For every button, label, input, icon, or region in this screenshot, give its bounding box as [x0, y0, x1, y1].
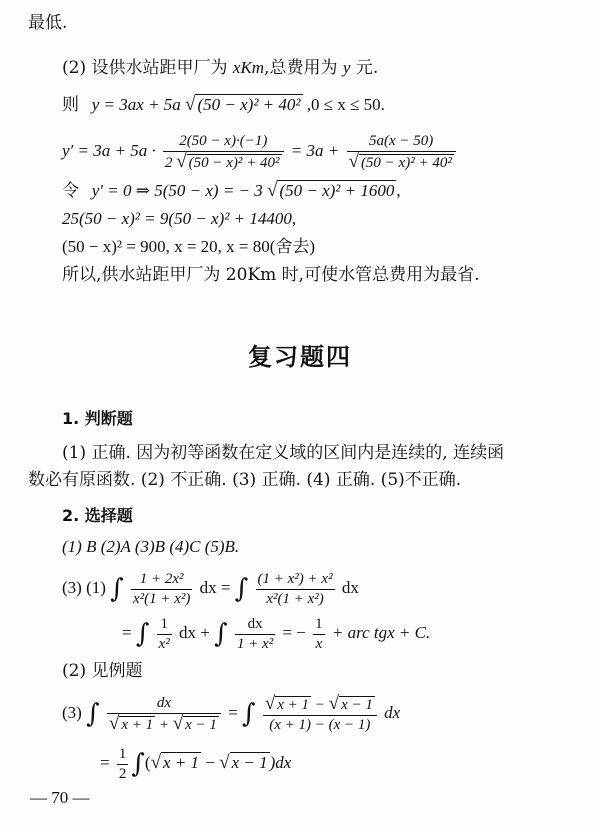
line-7: (50 − x)² = 900, x = 20, x = 80(舍去): [62, 237, 316, 256]
q2-see-example: (2) 见例题: [62, 661, 143, 681]
q2-math-line-1: (3) (1) ∫ $\frac{\text{1 + 2x²}}{\text{x²(1 + x²)}}$ dx = ∫ $\frac{\text{(1 + x²) + x²}}{\text{x²(1 + x²)}}$ dx: [62, 570, 359, 607]
q2-heading: 2. 选择题: [62, 506, 133, 525]
q1-heading: 1. 判断题: [62, 409, 133, 428]
line-3-cost-function: 则 y = 3ax + 5a √ (50 − x)² + 40² ,0 ≤ x ≤ 50.: [62, 94, 385, 115]
integral-sign: ∫: [242, 699, 256, 730]
q2-math-line-3: (3) ∫ $\frac{dx}{√ x + 1 + √ x - 1}$ = ∫ $\frac{√ x + 1 - √ x - 1}{(x + 1) - (x - 1)}$ dx: [62, 692, 401, 734]
integral-sign: ∫: [131, 749, 145, 780]
integral-sign: ∫: [110, 574, 124, 605]
q2-choice-answers: (1) B (2)A (3)B (4)C (5)B.: [62, 537, 240, 556]
section-title: 复习题四: [248, 343, 352, 371]
line-1: 最低.: [28, 13, 68, 33]
integral-sign: ∫: [234, 574, 249, 605]
q2-math-line-2: = ∫ $\frac{1}{\text{x²}}$ dx + ∫ $\frac{dx}{\text{1 + x²}}$ = − $\frac{1}{x}$ + arc tgx + C.: [122, 615, 431, 652]
line-6: 25(50 − x)² = 9(50 − x)² + 14400,: [62, 209, 297, 228]
fraction-derivative-1: $\frac{2(50 - x)\cdot(-1)}{\text{2 √ (50 − x)² + 40²}}$: [163, 132, 284, 173]
fraction-derivative-2: $\frac{5a(x - 50)}{\text{√ (50 − x)² + 40²}}$: [347, 132, 456, 173]
q2-math-line-4: = $\frac{1}{2}$ ∫(√ x + 1 − √ x − 1 )dx: [100, 745, 292, 782]
line-4-derivative: y′ = 3a + 5a · $\frac{2(50 - x)\cdot(-1)}{\text{2 √ (50 − x)² + 40²}}$ = 3a + $\frac{5a(x - 50)}{\text{√ (50 − x)² + 40²}}$: [62, 128, 459, 174]
line-5: 令 y′ = 0 ⇒ 5(50 − x) = − 3 √ (50 − x)² + 1600 ,: [62, 180, 401, 201]
integral-sign: ∫: [214, 619, 228, 650]
q1-answer-line-1: (1) 正确. 因为初等函数在定义域的区间内是连续的, 连续函: [62, 443, 505, 463]
page-number: — 70 —: [30, 788, 90, 807]
line-2: (2) 设供水站距甲厂为 xKm,总费用为 y 元.: [62, 58, 379, 78]
integral-sign: ∫: [135, 619, 150, 650]
integral-sign: ∫: [86, 699, 100, 730]
q1-answer-line-2: 数必有原函数. (2) 不正确. (3) 正确. (4) 正确. (5)不正确.: [28, 470, 462, 490]
line-8-conclusion: 所以,供水站距甲厂为 20Km 时,可使水管总费用为最省.: [62, 265, 480, 285]
